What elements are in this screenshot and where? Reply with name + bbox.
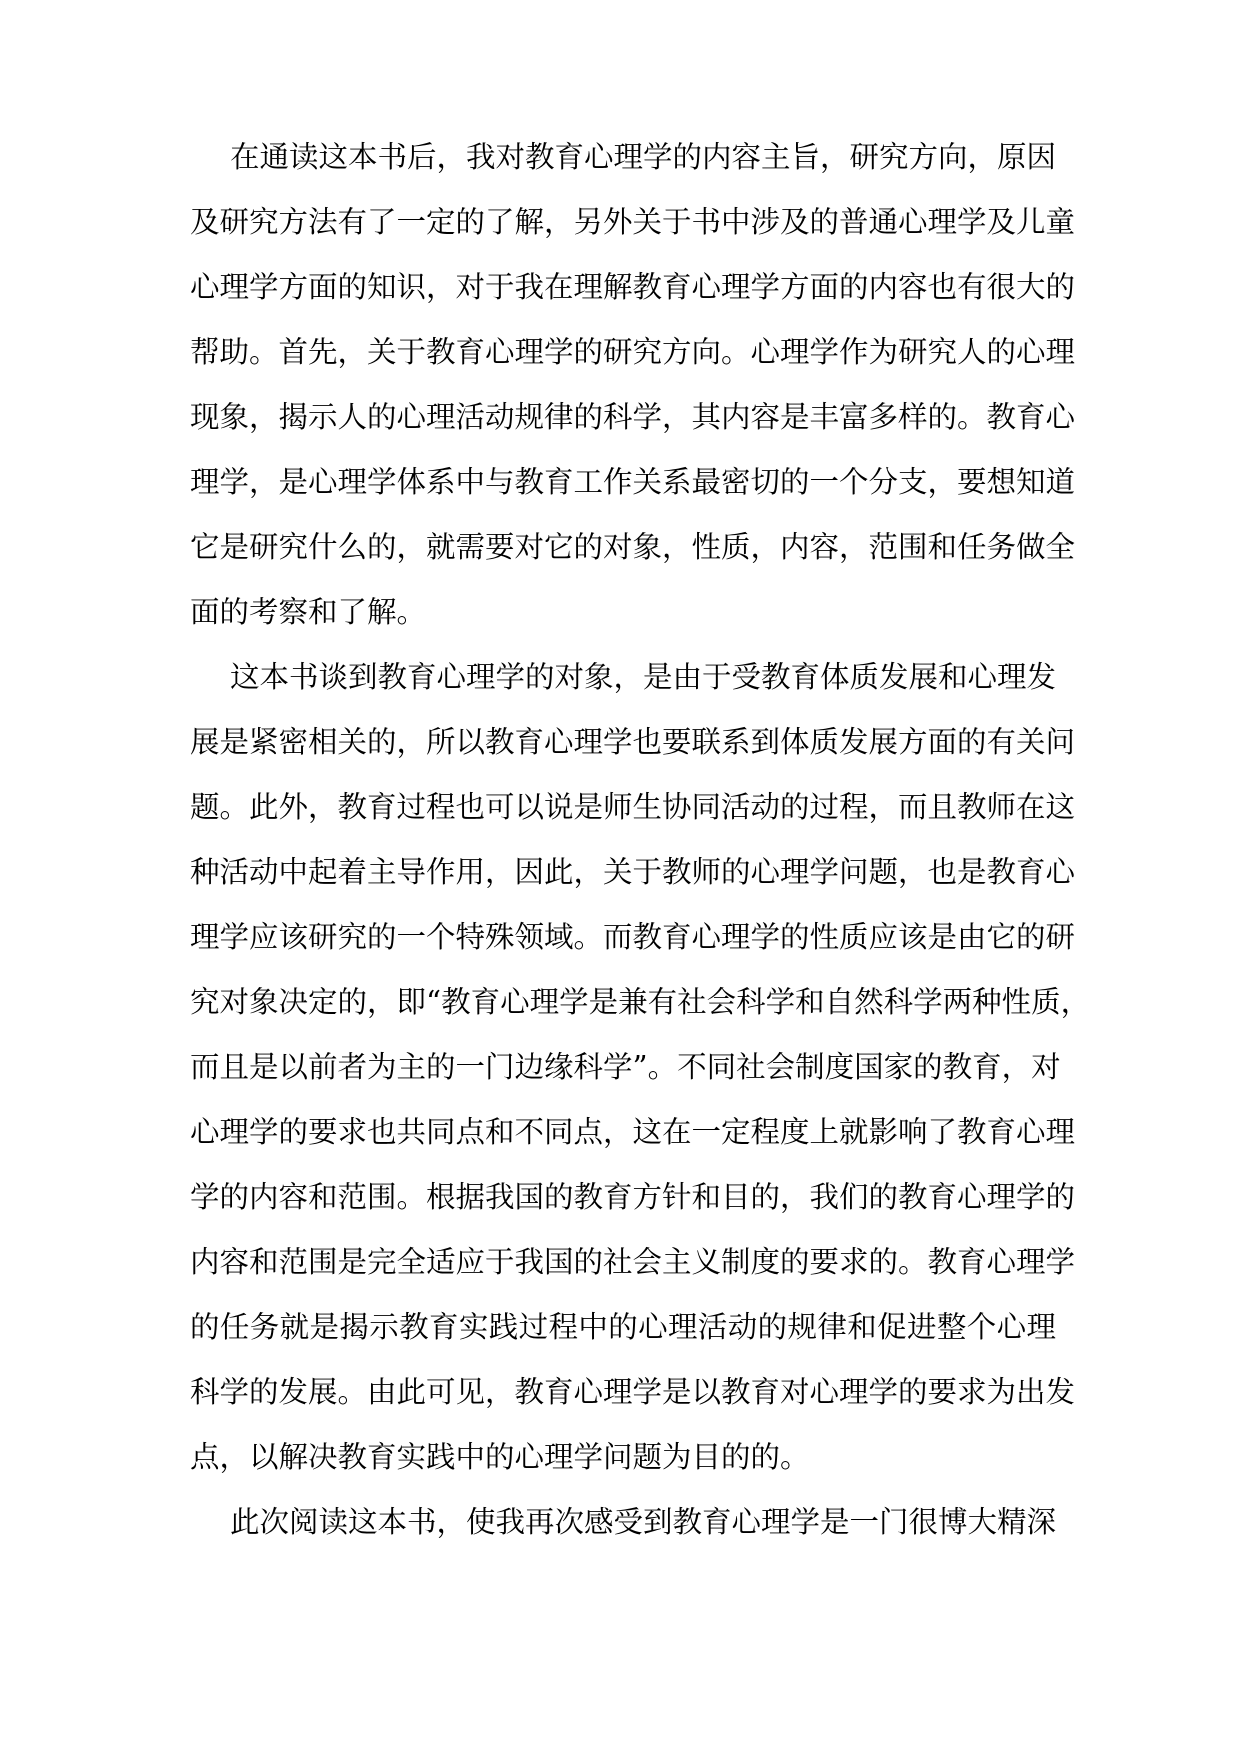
paragraph-line: 心理学方面的知识，对于我在理解教育心理学方面的内容也有很大的: [190, 270, 1076, 304]
paragraph-line: 面的考察和了解。: [190, 595, 427, 629]
paragraph-line: 展是紧密相关的，所以教育心理学也要联系到体质发展方面的有关问: [190, 725, 1076, 759]
paragraph-line: 此次阅读这本书，使我再次感受到教育心理学是一门很博大精深: [230, 1505, 1057, 1539]
document-body: [190, 125, 1091, 1555]
paragraph-line: 理学，是心理学体系中与教育工作关系最密切的一个分支，要想知道: [190, 465, 1076, 499]
paragraph-line: 现象，揭示人的心理活动规律的科学，其内容是丰富多样的。教育心: [190, 400, 1076, 434]
paragraph-line: 科学的发展。由此可见，教育心理学是以教育对心理学的要求为出发: [190, 1375, 1076, 1409]
paragraph-line: 它是研究什么的，就需要对它的对象，性质，内容，范围和任务做全: [190, 530, 1076, 564]
paragraph-line: 而且是以前者为主的一门边缘科学”。不同社会制度国家的教育，对: [190, 1050, 1061, 1084]
paragraph-line: 的任务就是揭示教育实践过程中的心理活动的规律和促进整个心理: [190, 1310, 1056, 1344]
paragraph-line: 种活动中起着主导作用，因此，关于教师的心理学问题，也是教育心: [190, 855, 1076, 889]
paragraph-line: 这本书谈到教育心理学的对象，是由于受教育体质发展和心理发: [230, 660, 1057, 694]
paragraph-line: 帮助。首先，关于教育心理学的研究方向。心理学作为研究人的心理: [190, 335, 1076, 369]
paragraph-line: 在通读这本书后，我对教育心理学的内容主旨，研究方向，原因: [230, 140, 1057, 174]
paragraph-line: 学的内容和范围。根据我国的教育方针和目的，我们的教育心理学的: [190, 1180, 1076, 1214]
paragraph-line: 题。此外，教育过程也可以说是师生协同活动的过程，而且教师在这: [190, 790, 1076, 824]
paragraph-line: 心理学的要求也共同点和不同点，这在一定程度上就影响了教育心理: [190, 1115, 1076, 1149]
paragraph-line: 点，以解决教育实践中的心理学问题为目的的。: [190, 1440, 810, 1474]
paragraph-line: 究对象决定的，即“教育心理学是兼有社会科学和自然科学两种性质，: [190, 985, 1091, 1019]
paragraph-3: [190, 1490, 1056, 1555]
paragraph-line: 内容和范围是完全适应于我国的社会主义制度的要求的。教育心理学: [190, 1245, 1076, 1279]
paragraph-line: 理学应该研究的一个特殊领域。而教育心理学的性质应该是由它的研: [190, 920, 1076, 954]
paragraph-2: [190, 645, 1091, 1490]
paragraph-1: [190, 125, 1076, 645]
paragraph-line: 及研究方法有了一定的了解，另外关于书中涉及的普通心理学及儿童: [190, 205, 1076, 239]
